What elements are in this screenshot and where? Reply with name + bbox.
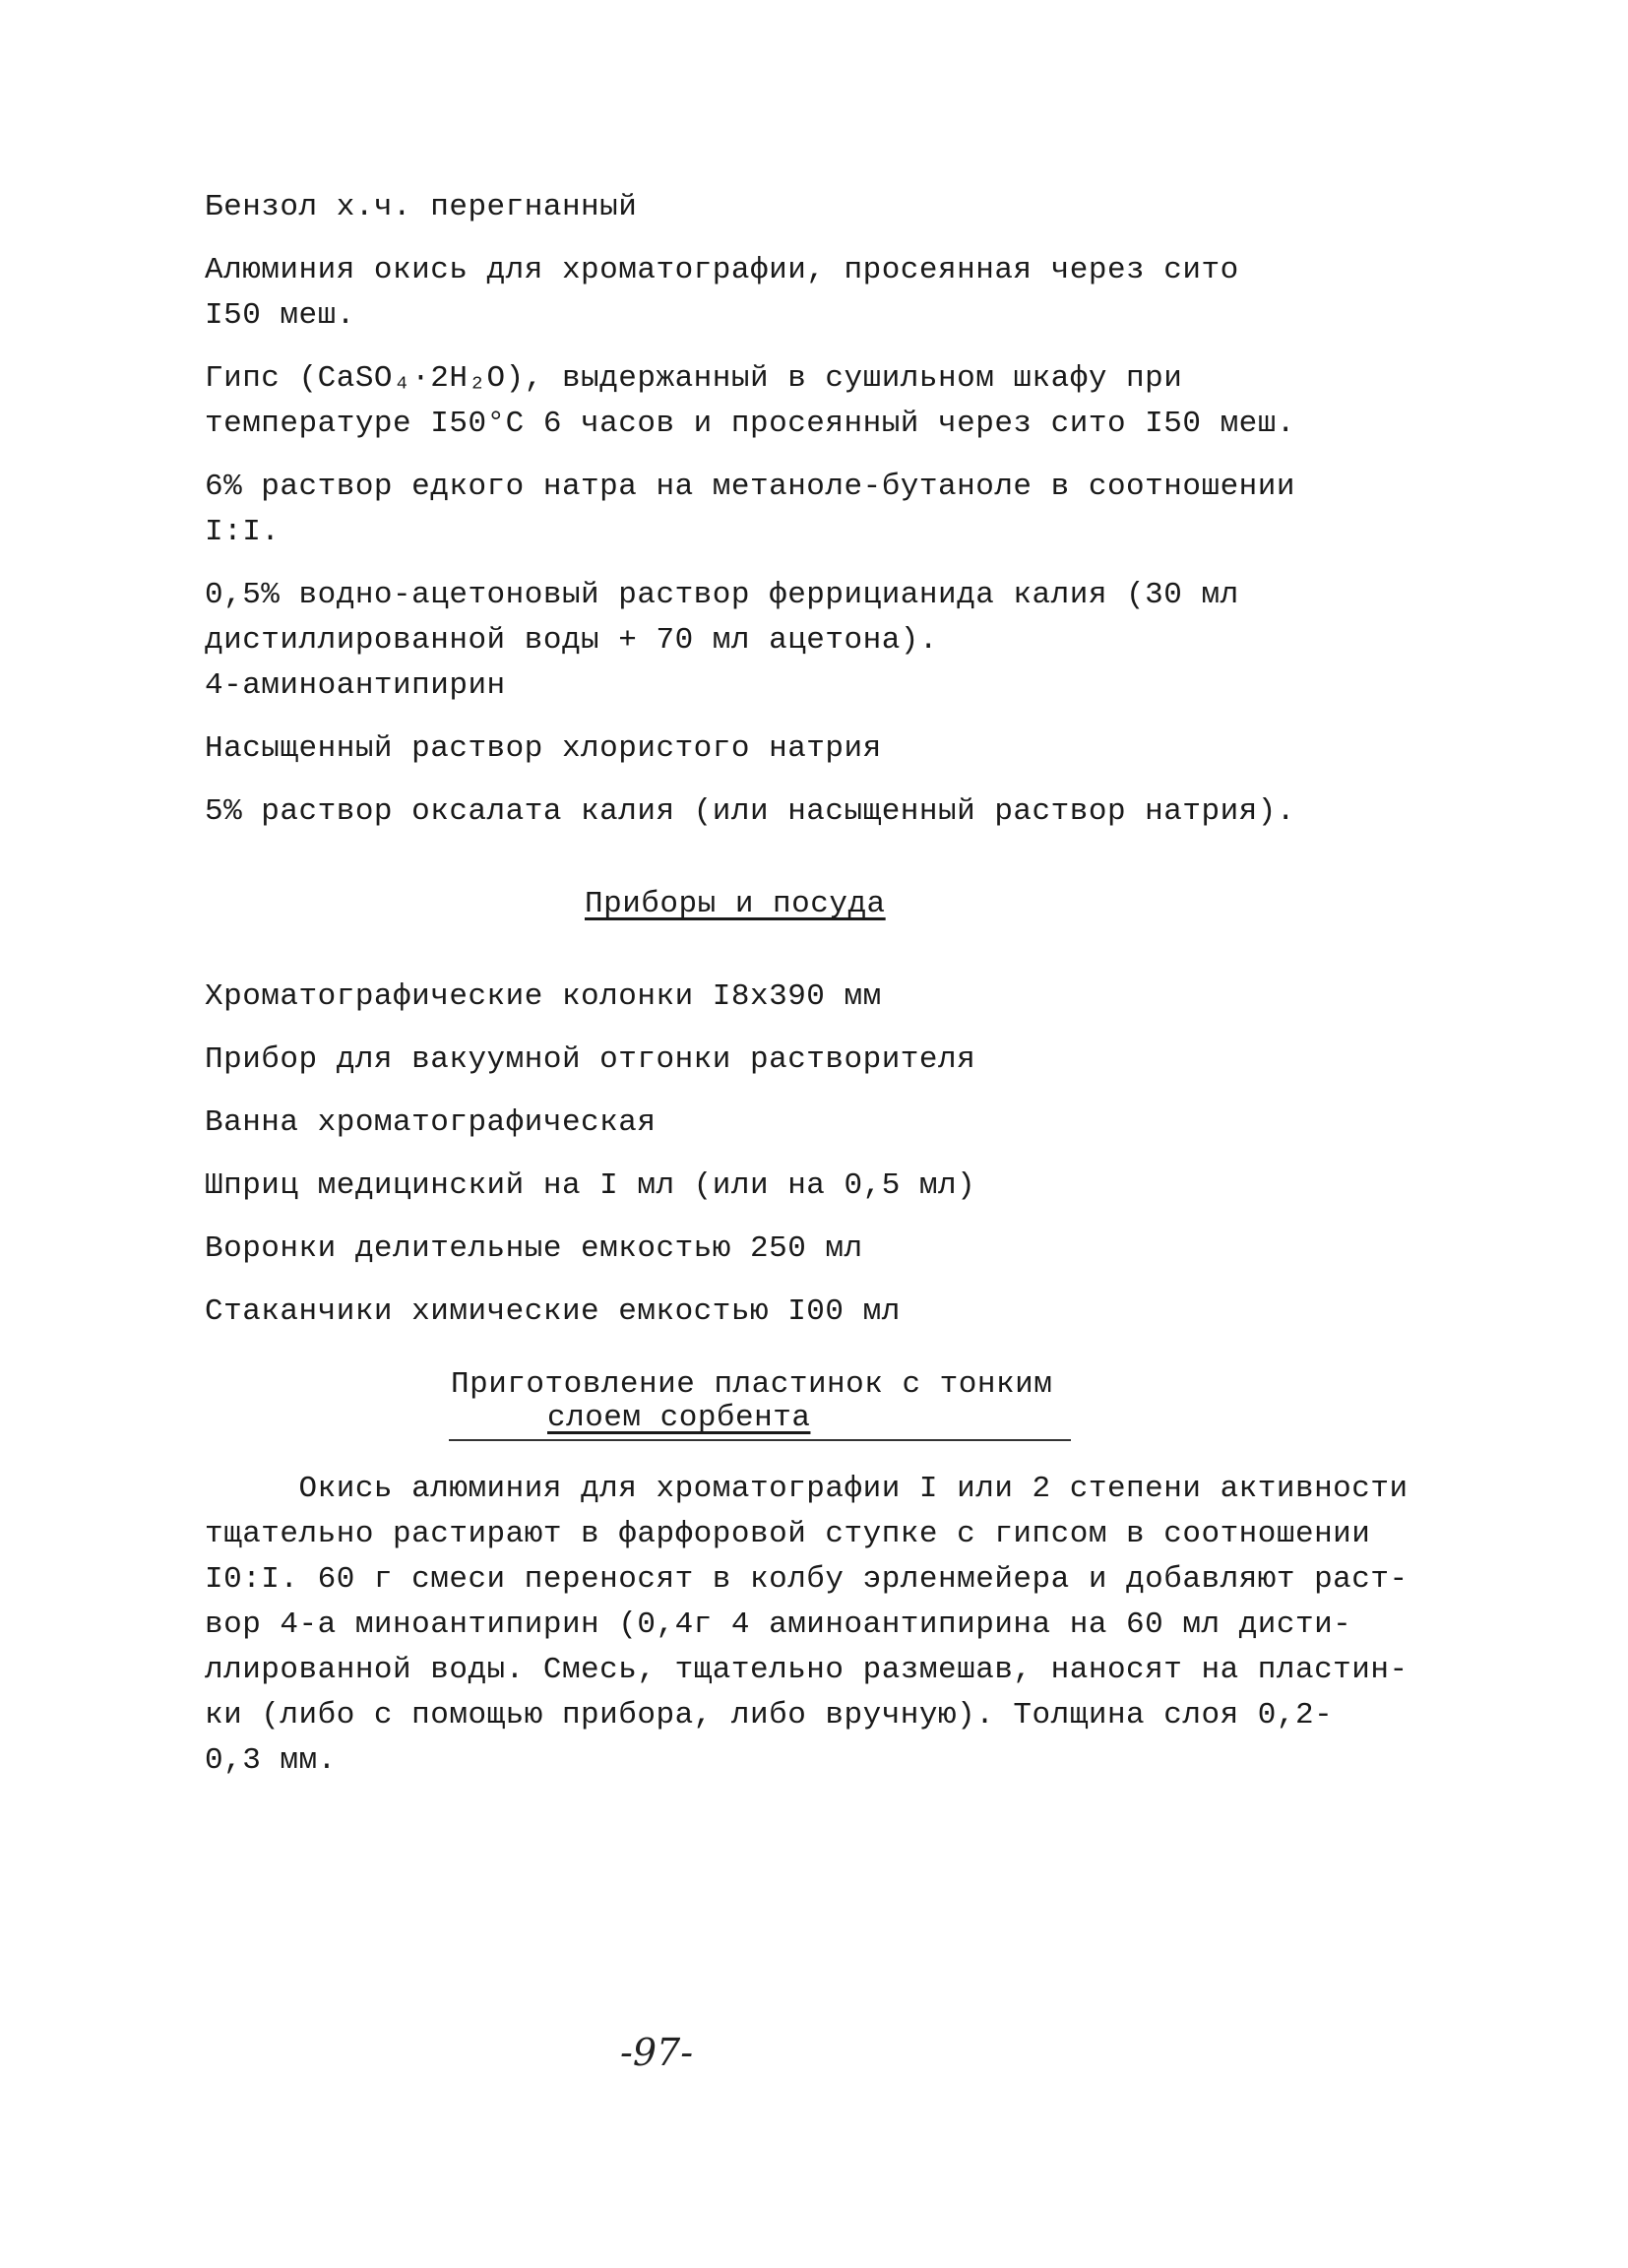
section-heading-equipment: Приборы и посуда bbox=[585, 887, 886, 921]
reagent-line: Алюминия окись для хроматографии, просеянная через сито bbox=[205, 253, 1239, 287]
page-number: -97- bbox=[620, 2031, 694, 2074]
paragraph-line: I0:I. 60 г смеси переносят в колбу эрленмейера и добавляют раст- bbox=[205, 1562, 1409, 1597]
reagent-line: 0,5% водно-ацетоновый раствор феррицианида калия (30 мл bbox=[205, 578, 1239, 612]
reagent-line: дистиллированной воды + 70 мл ацетона). bbox=[205, 623, 939, 658]
equipment-line: Ванна хроматографическая bbox=[205, 1105, 657, 1140]
paragraph-line: 0,3 мм. bbox=[205, 1743, 337, 1778]
reagent-line: I:I. bbox=[205, 515, 281, 549]
equipment-line: Шприц медицинский на I мл (или на 0,5 мл) bbox=[205, 1168, 976, 1203]
heading-underline bbox=[449, 1439, 1071, 1441]
reagent-line: Бензол х.ч. перегнанный bbox=[205, 190, 638, 224]
reagent-line: 6% раствор едкого натра на метаноле-бутаноле в соотношении bbox=[205, 470, 1295, 504]
reagent-line: 4-аминоантипирин bbox=[205, 668, 506, 703]
paragraph-line: ки (либо с помощью прибора, либо вручную). Толщина слоя 0,2- bbox=[205, 1698, 1334, 1732]
reagent-line: I50 меш. bbox=[205, 298, 355, 333]
equipment-line: Воронки делительные емкостью 250 мл bbox=[205, 1231, 863, 1266]
paragraph-line: ллированной воды. Смесь, тщательно размешав, наносят на пластин- bbox=[205, 1653, 1409, 1687]
paragraph-line: Окись алюминия для хроматографии I или 2 степени активности bbox=[205, 1472, 1409, 1506]
reagent-line: Гипс (CaSO₄·2H₂O), выдержанный в сушильном шкафу при bbox=[205, 361, 1183, 396]
section-heading-prep-line2: слоем сорбента bbox=[547, 1401, 811, 1435]
section-heading-prep-line1: Приготовление пластинок с тонким bbox=[451, 1367, 1053, 1402]
reagent-line: Насыщенный раствор хлористого натрия bbox=[205, 731, 882, 766]
paragraph-line: вор 4-а миноантипирин (0,4г 4 аминоантипирина на 60 мл дисти- bbox=[205, 1607, 1352, 1642]
reagent-line: 5% раствор оксалата калия (или насыщенный раствор натрия). bbox=[205, 794, 1295, 829]
reagent-line: температуре I50°C 6 часов и просеянный через сито I50 меш. bbox=[205, 407, 1295, 441]
equipment-line: Стаканчики химические емкостью I00 мл bbox=[205, 1294, 901, 1329]
equipment-line: Прибор для вакуумной отгонки растворителя bbox=[205, 1042, 976, 1077]
paragraph-line: тщательно растирают в фарфоровой ступке с гипсом в соотношении bbox=[205, 1517, 1371, 1551]
equipment-line: Хроматографические колонки I8х390 мм bbox=[205, 979, 882, 1014]
